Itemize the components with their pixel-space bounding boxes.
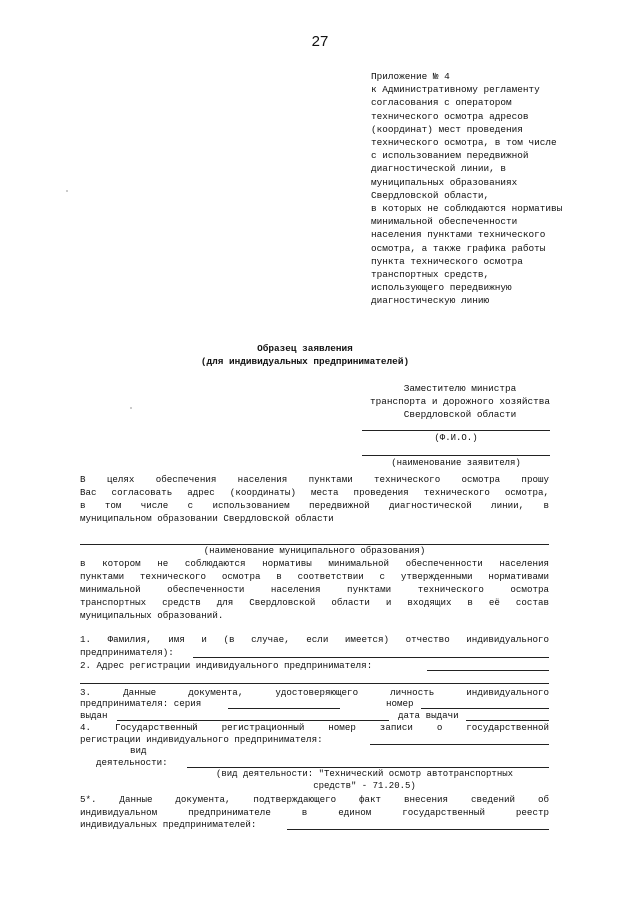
- field-4-label: 4. Государственный регистрационный номер записи о государственной: [80, 722, 549, 733]
- appendix-line: населения пунктами технического: [371, 229, 546, 241]
- activity-caption-cont: средств" - 71.20.5): [313, 781, 416, 791]
- activity-label-cont: деятельности:: [96, 757, 168, 768]
- field-2-input-line-2[interactable]: [80, 683, 549, 684]
- appendix-line: технического осмотра адресов: [371, 110, 529, 122]
- applicant-input-line[interactable]: [362, 455, 550, 456]
- appendix-line: транспортных средств,: [371, 269, 490, 281]
- fio-input-line[interactable]: [362, 430, 550, 431]
- appendix-line: Приложение № 4: [371, 71, 450, 82]
- applicant-caption: (наименование заявителя): [391, 458, 521, 468]
- field-5-label-cont: индивидуальном предпринимателе в едином государственный реестр: [80, 807, 549, 818]
- form-title: Образец заявления: [257, 343, 353, 354]
- field-5-label: 5*. Данные документа, подтверждающего факт внесения сведений об: [80, 794, 549, 805]
- addressee-line: транспорта и дорожного хозяйства: [369, 396, 551, 407]
- scan-speck: [66, 190, 68, 192]
- appendix-line: использующего передвижную: [371, 282, 512, 294]
- field-2-input-line[interactable]: [427, 670, 549, 671]
- field-1-label: 1. Фамилия, имя и (в случае, если имеется) отчество индивидуального: [80, 634, 549, 645]
- field-5-input-line[interactable]: [287, 829, 549, 830]
- appendix-line: муниципальных образованиях: [371, 176, 518, 188]
- body-line: муниципальных образований.: [80, 610, 224, 621]
- appendix-line: осмотра, а также графика работы: [371, 242, 546, 254]
- appendix-line: Свердловской области,: [371, 189, 490, 201]
- body-line: Вас согласовать адрес (координаты) места проведения технического осмотра,: [80, 487, 549, 498]
- field-5-label-end: индивидуальных предпринимателей:: [80, 819, 257, 830]
- fio-caption: (Ф.И.О.): [434, 433, 478, 443]
- body-line: пунктами технического осмотра в соответствии с утвержденными нормативами: [80, 571, 549, 582]
- field-1-label-cont: предпринимателя):: [80, 647, 174, 658]
- appendix-line: минимальной обеспеченности: [371, 216, 518, 228]
- field-3-number-label: номер: [386, 698, 414, 709]
- field-3-date-label: дата выдачи: [398, 710, 459, 721]
- appendix-line: согласования с оператором: [371, 97, 512, 109]
- activity-caption: (вид деятельности: "Технический осмотр автотранспортных: [215, 769, 514, 779]
- field-1-input-line[interactable]: [193, 657, 549, 658]
- body-line: минимальной обеспеченности населения пунктами технического осмотра: [80, 584, 549, 595]
- form-subtitle: (для индивидуальных предпринимателей): [200, 356, 410, 367]
- appendix-line: технического осмотра, в том числе: [371, 137, 557, 149]
- appendix-block: [371, 70, 633, 308]
- appendix-line: диагностическую линию: [371, 295, 490, 307]
- appendix-line: пункта технического осмотра: [371, 255, 523, 267]
- field-4-label-cont: регистрации индивидуального предпринимателя:: [80, 734, 323, 745]
- appendix-line: диагностической линии, в: [371, 163, 507, 175]
- municipality-caption: (наименование муниципального образования): [203, 546, 426, 556]
- appendix-line: (координат) мест проведения: [371, 123, 523, 135]
- appendix-line: к Административному регламенту: [371, 84, 540, 96]
- addressee-line: Свердловской области: [403, 409, 517, 420]
- series-input-line[interactable]: [228, 708, 340, 709]
- field-3-issued-label: выдан: [80, 710, 108, 721]
- body-line: В целях обеспечения населения пунктами технического осмотра прошу: [80, 474, 549, 485]
- page-number: 27: [311, 33, 329, 50]
- appendix-line: в которых не соблюдаются нормативы: [371, 203, 563, 215]
- body-line: транспортных средств для Свердловской области и входящих в её состав: [80, 597, 549, 608]
- field-3-series-label: предпринимателя: серия: [80, 698, 202, 709]
- field-4-input-line[interactable]: [370, 744, 549, 745]
- scan-speck: [130, 407, 132, 409]
- activity-label: вид: [130, 745, 147, 756]
- field-3-label: 3. Данные документа, удостоверяющего личность индивидуального: [80, 687, 549, 698]
- body-line: в котором не соблюдаются нормативы минимальной обеспеченности населения: [80, 558, 549, 569]
- body-line: в том числе с использованием передвижной диагностической линии, в: [80, 500, 549, 511]
- appendix-line: с использованием передвижной: [371, 150, 529, 162]
- field-2-label: 2. Адрес регистрации индивидуального предпринимателя:: [80, 660, 373, 671]
- body-line: муниципальном образовании Свердловской области: [80, 513, 334, 524]
- addressee-line: Заместителю министра: [403, 383, 517, 394]
